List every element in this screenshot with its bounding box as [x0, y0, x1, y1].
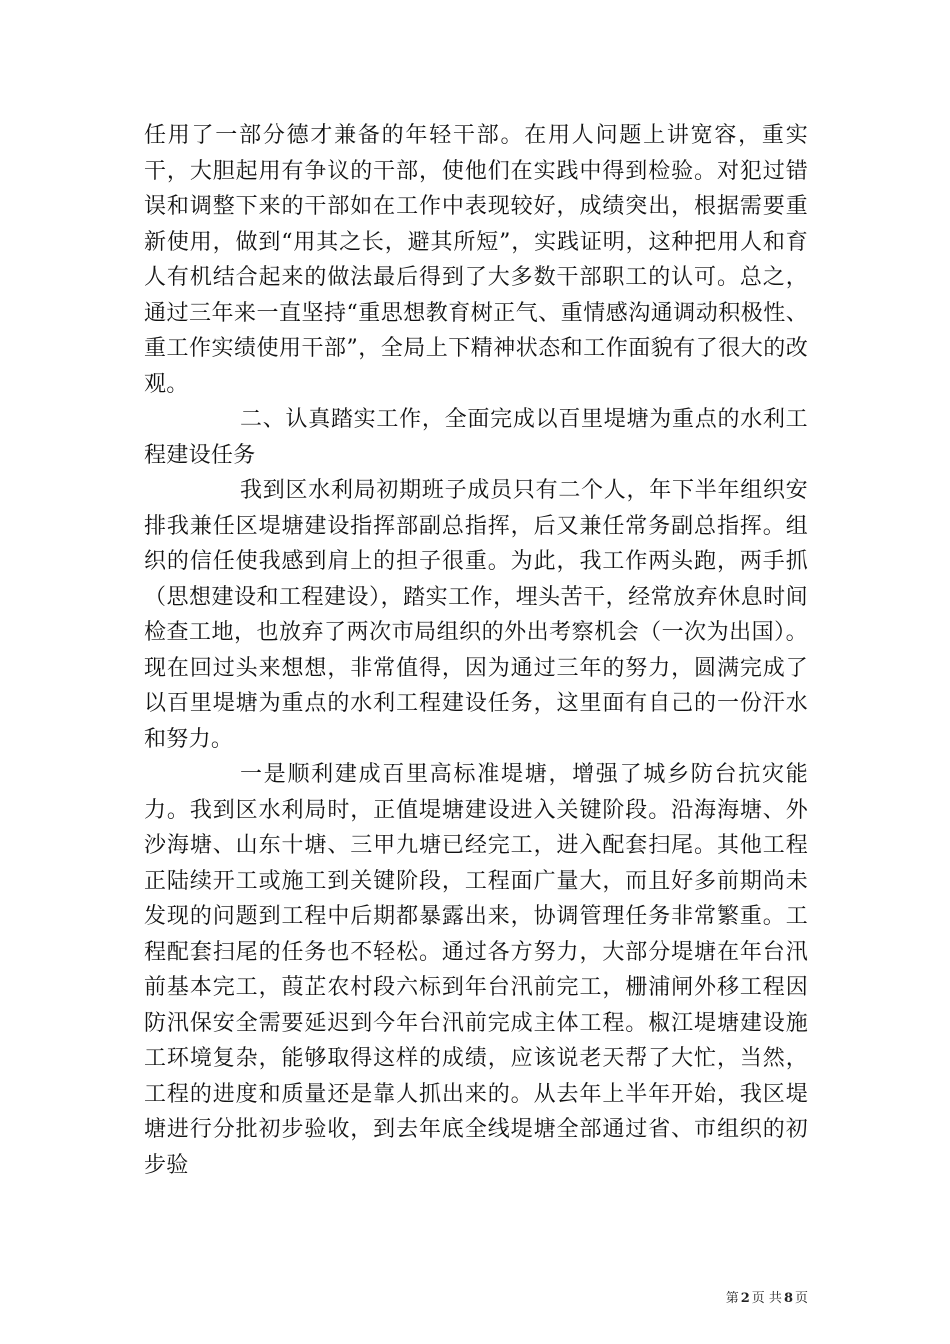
footer-prefix: 第	[725, 1291, 739, 1306]
section-heading: 二、认真踏实工作，全面完成以百里堤塘为重点的水利工程建设任务	[144, 407, 808, 468]
page-number-footer	[726, 1291, 808, 1307]
paragraph-3: 我到区水利局初期班子成员只有二个人，年下半年组织安排我兼任区堤塘建设指挥部副总指挥，后又兼任常务副总指挥。组织的信任使我感到肩上的担子很重。为此，我工作两头跑，两手抓（思想建设和工程建设），踏实工作，埋头苦干，经常放弃休息时间检查工地，也放弃了两次市局组织的外出考察机会（一次为出国）。现在回过头来想想，非常值得，因为通过三年的努力，圆满完成了以百里堤塘为重点的水利工程建设任务，这里面有自己的一份汗水和努力。	[144, 478, 808, 752]
paragraph-4: 一是顺利建成百里高标准堤塘，增强了城乡防台抗灾能力。我到区水利局时，正值堤塘建设进入关键阶段。沿海海塘、外沙海塘、山东十塘、三甲九塘已经完工，进入配套扫尾。其他工程正陆续开工或施工到关键阶段，工程面广量大，而且好多前期尚未发现的问题到工程中后期都暴露出来，协调管理任务非常繁重。工程配套扫尾的任务也不轻松。通过各方努力，大部分堤塘在年台汛前基本完工，葭芷农村段六标到年台汛前完工，栅浦闸外移工程因防汛保安全需要延迟到今年台汛前完成主体工程。椒江堤塘建设施工环境复杂，能够取得这样的成绩，应该说老天帮了大忙，当然，工程的进度和质量还是靠人抓出来的。从去年上半年开始，我区堤塘进行分批初步验收，到去年底全线堤塘全部通过省、市组织的初步验	[144, 762, 808, 1178]
paragraph-1: 任用了一部分德才兼备的年轻干部。在用人问题上讲宽容，重实干，大胆起用有争议的干部，使他们在实践中得到检验。对犯过错误和调整下来的干部如在工作中表现较好，成绩突出，根据需要重新使用，做到“用其之长，避其所短”，实践证明，这种把用人和育人有机结合起来的做法最后得到了大多数干部职工的认可。总之，通过三年来一直坚持“重思想教育树正气、重情感沟通调动积极性、重工作实绩使用干部”，全局上下精神状态和工作面貌有了很大的改观。	[144, 123, 808, 397]
current-page-number: 2	[740, 1291, 750, 1306]
total-pages-number: 8	[783, 1291, 793, 1306]
footer-middle: 页 共	[751, 1291, 782, 1306]
footer-suffix: 页	[794, 1291, 808, 1306]
body-text	[144, 118, 808, 1183]
